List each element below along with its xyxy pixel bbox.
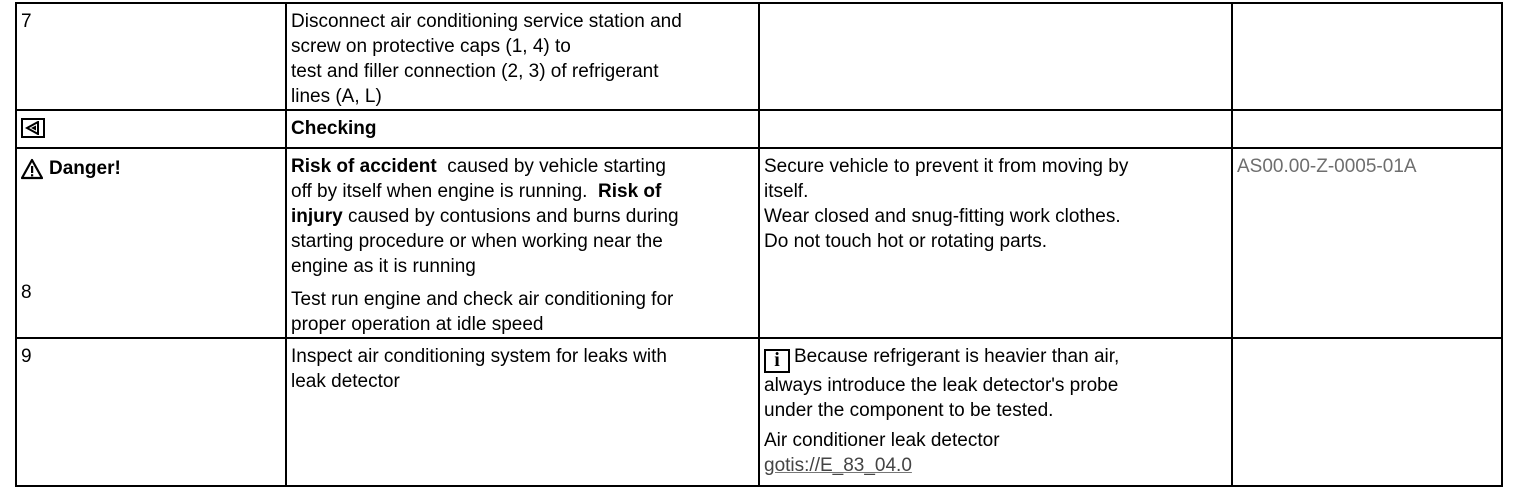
description-line: leak detector bbox=[291, 371, 400, 392]
notes-cell bbox=[759, 3, 1232, 110]
risk-line bbox=[291, 154, 754, 179]
danger-step-cell bbox=[16, 148, 286, 338]
step-number-cell bbox=[16, 338, 286, 486]
step-description-cell bbox=[286, 3, 759, 110]
checking-heading-cell bbox=[286, 110, 759, 148]
table-row-step-7 bbox=[16, 3, 1502, 110]
table-row-step-9 bbox=[16, 338, 1502, 486]
risk-text: off by itself when engine is running. bbox=[291, 181, 588, 202]
danger-text: Danger! bbox=[49, 158, 121, 179]
note-line: always introduce the leak detector's probe bbox=[764, 374, 1119, 396]
section-heading: Checking bbox=[291, 118, 377, 139]
reference-cell bbox=[1232, 148, 1502, 338]
description-line: Test run engine and check air conditioning for bbox=[291, 289, 674, 310]
info-note-cell bbox=[759, 338, 1232, 486]
remedy-cell bbox=[759, 148, 1232, 338]
risk-text: caused by contusions and burns during bbox=[348, 206, 679, 227]
note-line: under the component to be tested. bbox=[764, 399, 1054, 421]
step-number: 7 bbox=[21, 11, 32, 32]
note-line bbox=[764, 344, 1227, 373]
tool-link[interactable]: gotis://E_83_04.0 bbox=[764, 454, 912, 476]
step-number: 9 bbox=[21, 346, 32, 367]
reference-cell bbox=[1232, 110, 1502, 148]
remedy-line: Do not touch hot or rotating parts. bbox=[764, 231, 1048, 252]
step-description-cell bbox=[286, 338, 759, 486]
description-line: Disconnect air conditioning service station and bbox=[291, 11, 682, 32]
risk-line: engine as it is running bbox=[291, 256, 476, 277]
table-row-danger-step-8 bbox=[16, 148, 1502, 338]
notes-cell bbox=[759, 110, 1232, 148]
danger-description-cell bbox=[286, 148, 759, 338]
info-icon: i bbox=[764, 349, 790, 373]
description-line: lines (A, L) bbox=[291, 86, 382, 107]
risk-text: caused by vehicle starting bbox=[447, 156, 666, 177]
reference-cell bbox=[1232, 338, 1502, 486]
description-line: screw on protective caps (1, 4) to bbox=[291, 36, 571, 57]
table-row-checking bbox=[16, 110, 1502, 148]
reference-cell bbox=[1232, 3, 1502, 110]
step-number-cell bbox=[16, 3, 286, 110]
remedy-line: Wear closed and snug-fitting work clothes. bbox=[764, 206, 1121, 227]
risk-injury-label: Risk of bbox=[598, 181, 662, 202]
procedure-table bbox=[15, 2, 1503, 487]
tool-label: Air conditioner leak detector bbox=[764, 429, 1000, 451]
risk-accident-label: Risk of accident bbox=[291, 156, 437, 177]
warning-triangle-icon bbox=[21, 158, 43, 180]
description-line: Inspect air conditioning system for leaks with bbox=[291, 346, 667, 367]
remedy-line: itself. bbox=[764, 181, 809, 202]
description-line: proper operation at idle speed bbox=[291, 314, 544, 335]
check-arrow-icon bbox=[21, 118, 45, 138]
description-line: test and filler connection (2, 3) of refrigerant bbox=[291, 61, 659, 82]
remedy-line: Secure vehicle to prevent it from moving by bbox=[764, 156, 1129, 177]
risk-line: starting procedure or when working near the bbox=[291, 231, 663, 252]
note-text: Because refrigerant is heavier than air, bbox=[794, 346, 1120, 367]
danger-label bbox=[21, 156, 281, 181]
document-reference: AS00.00-Z-0005-01A bbox=[1237, 156, 1417, 177]
risk-injury-label: injury bbox=[291, 206, 343, 227]
checking-icon-cell bbox=[16, 110, 286, 148]
risk-line bbox=[291, 204, 754, 229]
step-number: 8 bbox=[21, 282, 32, 303]
risk-line bbox=[291, 179, 754, 204]
